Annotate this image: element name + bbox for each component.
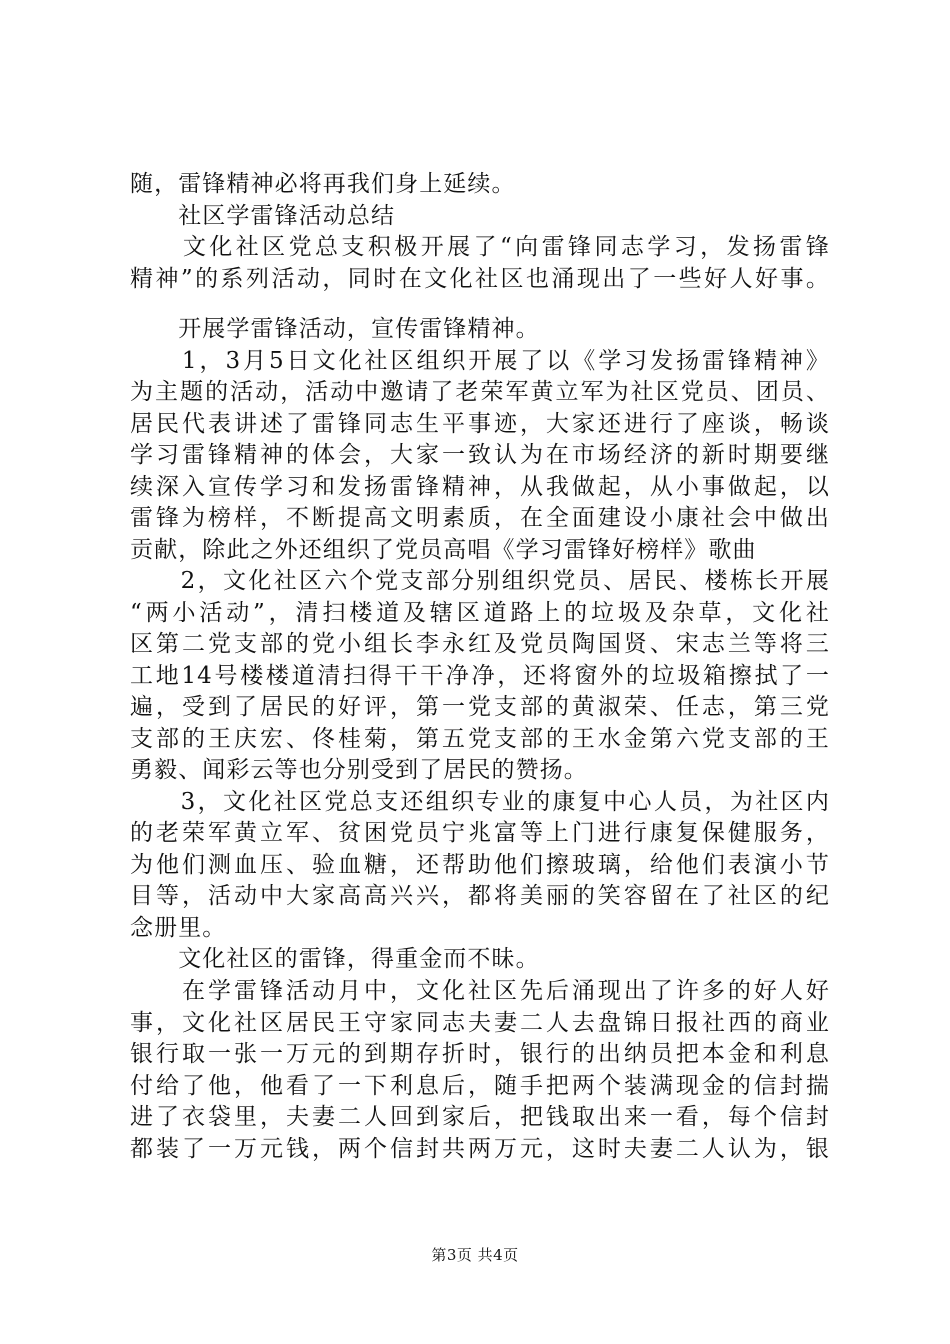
text-line: 区第二党支部的党小组长李永红及党员陶国贤、宋志兰等将三 <box>130 631 830 657</box>
text-line: 遍，受到了居民的好评，第一党支部的黄淑荣、任志，第三党 <box>130 694 830 720</box>
text-line: 精神”的系列活动，同时在文化社区也涌现出了一些好人好事。 <box>130 266 830 292</box>
text-line: 银行取一张一万元的到期存折时，银行的出纳员把本金和利息 <box>130 1041 830 1067</box>
text-line: 支部的王庆宏、佟桂菊，第五党支部的王水金第六党支部的王 <box>130 726 830 752</box>
text-line: 念册里。 <box>130 915 227 941</box>
text-line: 2，文化社区六个党支部分别组织党员、居民、楼栋长开展 <box>130 568 830 594</box>
text-line: “两小活动”，清扫楼道及辖区道路上的垃圾及杂草，文化社 <box>130 600 830 626</box>
text-line: 随，雷锋精神必将再我们身上延续。 <box>130 171 516 197</box>
text-line: 事，文化社区居民王守家同志夫妻二人去盘锦日报社西的商业 <box>130 1010 830 1036</box>
text-line: 雷锋为榜样，不断提高文明素质，在全面建设小康社会中做出 <box>130 505 830 531</box>
text-line: 居民代表讲述了雷锋同志生平事迹，大家还进行了座谈，畅谈 <box>130 411 830 437</box>
text-line: 1，3月5日文化社区组织开展了以《学习发扬雷锋精神》 <box>130 348 830 374</box>
text-line: 都装了一万元钱，两个信封共两万元，这时夫妻二人认为，银 <box>130 1136 830 1162</box>
section-title: 社区学雷锋活动总结 <box>130 203 396 229</box>
text-line: 续深入宣传学习和发扬雷锋精神，从我做起，从小事做起，以 <box>130 474 830 500</box>
text-line: 3，文化社区党总支还组织专业的康复中心人员，为社区内 <box>130 789 830 815</box>
page-footer: 第3页 共4页 <box>431 1246 519 1264</box>
text-line: 贡献，除此之外还组织了党员高唱《学习雷锋好榜样》歌曲 <box>130 537 757 563</box>
subheading: 开展学雷锋活动，宣传雷锋精神。 <box>130 316 540 342</box>
text-line: 进了衣袋里，夫妻二人回到家后，把钱取出来一看，每个信封 <box>130 1104 830 1130</box>
text-line: 勇毅、闻彩云等也分别受到了居民的赞扬。 <box>130 757 588 783</box>
subheading: 文化社区的雷锋，得重金而不昧。 <box>130 946 540 972</box>
text-line: 目等，活动中大家高高兴兴，都将美丽的笑容留在了社区的纪 <box>130 883 830 909</box>
text-line: 工地14号楼楼道清扫得干干净净，还将窗外的垃圾箱擦拭了一 <box>130 663 830 689</box>
text-line: 为主题的活动，活动中邀请了老荣军黄立军为社区党员、团员、 <box>130 379 830 405</box>
text-line: 学习雷锋精神的体会，大家一致认为在市场经济的新时期要继 <box>130 442 830 468</box>
text-line: 付给了他，他看了一下利息后，随手把两个装满现金的信封揣 <box>130 1073 830 1099</box>
text-line: 文化社区党总支积极开展了“向雷锋同志学习，发扬雷锋 <box>130 234 830 260</box>
text-line: 的老荣军黄立军、贫困党员宁兆富等上门进行康复保健服务， <box>130 820 830 846</box>
text-line: 为他们测血压、验血糖，还帮助他们擦玻璃，给他们表演小节 <box>130 852 830 878</box>
text-line: 在学雷锋活动月中，文化社区先后涌现出了许多的好人好 <box>130 978 830 1004</box>
